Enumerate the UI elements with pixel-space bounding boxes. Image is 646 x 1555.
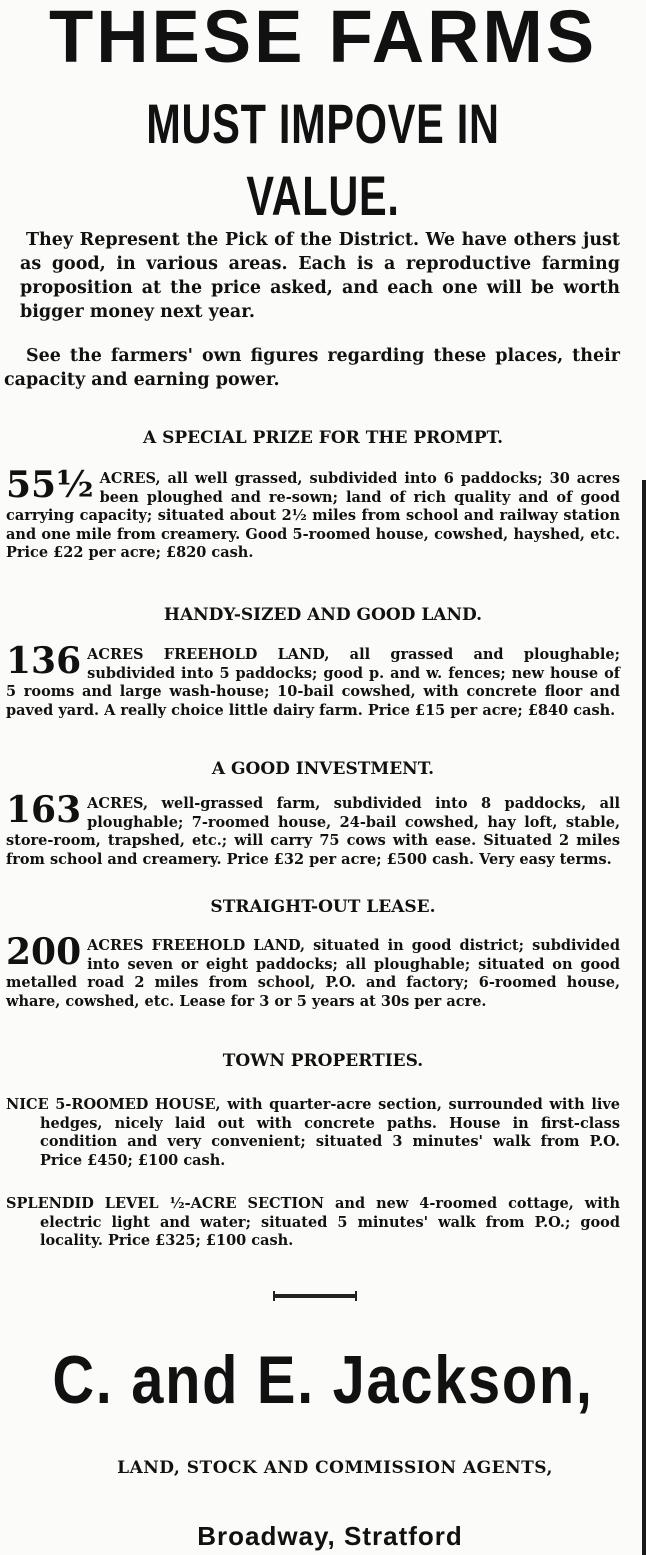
town-item-1: NICE 5-ROOMED HOUSE, with quarter-acre section, surrounded with live hedges, nicely laid out with concrete paths. House in first-class condition and very convenient; situated 3 minutes' walk from P.O. Price £450; £100 cash.: [6, 1096, 620, 1169]
firm-trade: LAND, STOCK AND COMMISSION AGENTS,: [117, 1458, 553, 1478]
section-heading-4: STRAIGHT-OUT LEASE.: [210, 897, 436, 917]
listing-2: [6, 640, 620, 720]
intro-paragraph-2: See the farmers' own figures regarding these places, their capacity and earning power.: [4, 346, 620, 390]
listing-text: ACRES FREEHOLD LAND, all grassed and ploughable; subdivided into 5 paddocks; good p. and w. fences; new house of 5 rooms and large wash-house; 10-bail cowshed, with concrete floor and paved yard. A really choice little dairy farm. Price £15 per acre; £840 cash.: [6, 646, 620, 719]
headline-line-1: THESE FARMS: [48, 0, 598, 78]
headline-line-2: MUST IMPOVE IN VALUE.: [146, 92, 500, 227]
listing-3: [6, 789, 620, 869]
section-heading-2: HANDY-SIZED AND GOOD LAND.: [163, 605, 483, 625]
listing-acreage: 55½: [6, 464, 94, 506]
section-heading-1: A SPECIAL PRIZE FOR THE PROMPT.: [142, 428, 504, 448]
listing-1: [6, 464, 620, 563]
column-rule: [642, 480, 646, 1555]
intro-block: [4, 228, 620, 392]
listing-acreage: 163: [6, 789, 82, 831]
town-item-2: SPLENDID LEVEL ½-ACRE SECTION and new 4-roomed cottage, with electric light and water; situated 5 minutes' walk from P.O.; good locality. Price £325; £100 cash.: [6, 1195, 620, 1249]
listing-acreage: 200: [6, 931, 82, 973]
town-heading: TOWN PROPERTIES.: [222, 1051, 424, 1071]
listing-acreage: 136: [6, 640, 82, 682]
firm-address: Broadway, Stratford: [197, 1521, 463, 1551]
listing-text: ACRES, well-grassed farm, subdivided into 8 paddocks, all ploughable; 7-roomed house, 24-bail cowshed, hay loft, stable, store-room, trapshed, etc.; will carry 75 cows with ease. Situated 2 miles from school and creamery. Price £32 per acre; £500 cash. Very easy terms.: [6, 795, 620, 868]
listing-text: ACRES, all well grassed, subdivided into 6 paddocks; 30 acres been ploughed and re-sown; land of rich quality and of good carrying capacity; situated about 2½ miles from school and railway station and one mile from creamery. Good 5-roomed house, cowshed, hayshed, etc. Price £22 per acre; £820 cash.: [6, 470, 620, 561]
listing-4: [6, 931, 620, 1011]
section-heading-3: A GOOD INVESTMENT.: [211, 759, 435, 779]
intro-paragraph-1: They Represent the Pick of the District. We have others just as good, in various areas. Each is a reproductive farming proposition at the price asked, and each one will be worth bigger money next year.: [20, 230, 620, 322]
listing-text: ACRES FREEHOLD LAND, situated in good district; subdivided into seven or eight paddocks; all ploughable; situated on good metalled road 2 miles from school, P.O. and factory; 6-roomed house, whare, cowshed, etc. Lease for 3 or 5 years at 30s per acre.: [6, 937, 620, 1010]
firm-name: C. and E. Jackson,: [52, 1342, 594, 1418]
ornamental-divider: [273, 1294, 357, 1298]
